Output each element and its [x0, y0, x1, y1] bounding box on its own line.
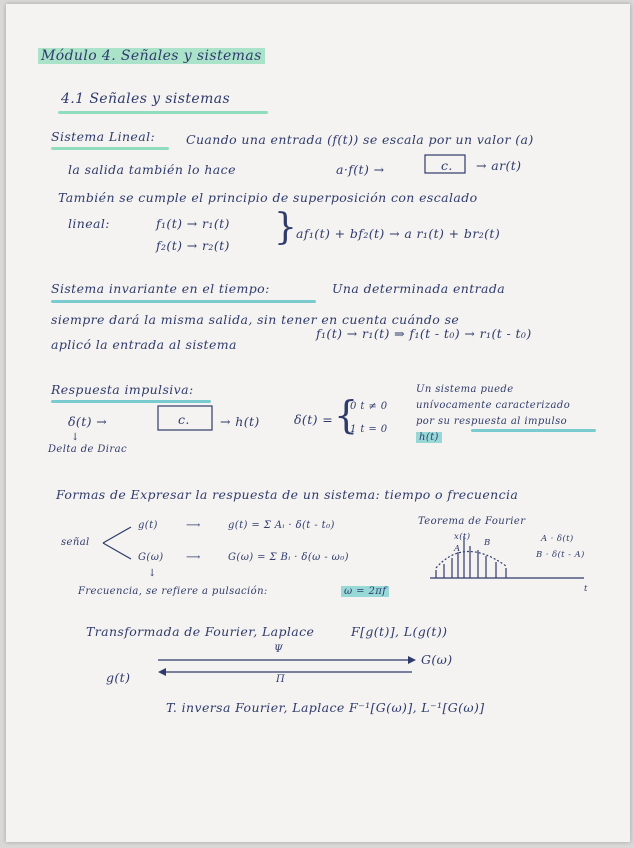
fourier-plot-y: x(t)	[454, 532, 471, 542]
formas-label: Formas de Expresar la respuesta de un sistema: tiempo o frecuencia	[56, 487, 519, 502]
impulsiva-note-2: unívocamente caracterizado	[416, 400, 571, 411]
formas-signal: señal	[61, 537, 90, 548]
invariante-line3: aplicó la entrada al sistema	[51, 337, 237, 352]
fourier-theorem: Teorema de Fourier	[418, 516, 526, 527]
formas-branch-arrows	[101, 519, 141, 569]
fourier-plot-a: A	[454, 544, 461, 554]
impulsiva-note-highlight	[471, 429, 596, 432]
fourier-thm-b: B · δ(t - A)	[536, 550, 585, 560]
section-heading: 4.1 Señales y sistemas	[61, 91, 231, 107]
impulsiva-note-4: h(t)	[416, 432, 442, 443]
delta-case-1: 0 t ≠ 0	[350, 401, 388, 412]
impulsiva-underline	[51, 400, 211, 403]
lineal-line1: Cuando una entrada (f(t)) se escala por un valor (a)	[186, 132, 534, 147]
lineal-line2b: a·f(t) →	[336, 162, 385, 177]
formas-omega: ω = 2πf	[341, 586, 389, 597]
impulsiva-note-1: Un sistema puede	[416, 384, 514, 395]
transform-bottom-mark: Π	[276, 674, 286, 685]
page-title: Módulo 4. Señales y sistemas	[38, 48, 265, 64]
lineal-box-label: c.	[441, 158, 453, 173]
invariante-label: Sistema invariante en el tiempo:	[51, 281, 270, 296]
invariante-line1: Una determinada entrada	[332, 281, 506, 296]
transform-arrows	[156, 652, 416, 682]
transform-inverse: T. inversa Fourier, Laplace F⁻¹[G(ω)], L⁻¹[G(ω)]	[166, 700, 485, 715]
transform-ops: F[g(t)], L(g(t))	[351, 624, 448, 639]
impulsiva-input: δ(t) →	[68, 414, 108, 429]
formas-freq-arrow: ⟶	[186, 552, 201, 563]
lineal-line3: También se cumple el principio de superposición con escalado	[58, 190, 478, 205]
invariante-eq: f₁(t) → r₁(t) ⇒ f₁(t - t₀) → r₁(t - t₀)	[316, 326, 532, 341]
fourier-plot-b: B	[484, 538, 491, 548]
delta-brace: {	[334, 393, 359, 437]
lineal-eq1: f₁(t) → r₁(t)	[156, 216, 230, 231]
transform-right: G(ω)	[421, 652, 453, 667]
notebook-page	[6, 4, 630, 842]
invariante-line2: siempre dará la misma salida, sin tener en cuenta cuándo se	[51, 312, 460, 327]
formas-time-name: g(t)	[138, 520, 158, 531]
delta-name: Delta de Dirac	[48, 444, 127, 455]
impulsiva-label: Respuesta impulsiva:	[51, 382, 194, 397]
down-arrow-icon-2: ↓	[148, 568, 157, 579]
impulsiva-note-3: por su respuesta al impulso	[416, 416, 568, 427]
page-edge	[6, 4, 7, 842]
formas-time-arrow: ⟶	[186, 520, 201, 531]
fourier-thm-a: A · δ(t)	[541, 534, 574, 544]
lineal-brace: }	[274, 207, 297, 248]
down-arrow-icon: ↓	[71, 432, 80, 443]
formas-freq-name: G(ω)	[138, 552, 164, 563]
transform-left: g(t)	[106, 670, 131, 685]
delta-definition: δ(t) =	[294, 412, 334, 427]
formas-time-eq: g(t) = Σ Aᵢ · δ(t - t₀)	[228, 520, 335, 531]
invariante-underline	[51, 300, 316, 303]
impulsiva-box-label: c.	[178, 412, 190, 427]
delta-case-2: 1 t = 0	[350, 424, 388, 435]
lineal-eq2: f₂(t) → r₂(t)	[156, 238, 230, 253]
transform-label: Transformada de Fourier, Laplace	[86, 624, 315, 639]
fourier-plot-t: t	[584, 584, 588, 594]
lineal-line2c: → ar(t)	[476, 158, 522, 173]
formas-freq-note: Frecuencia, se refiere a pulsación:	[78, 586, 268, 597]
impulsiva-output: → h(t)	[220, 414, 260, 429]
lineal-eq3: af₁(t) + bf₂(t) → a r₁(t) + br₂(t)	[296, 226, 501, 241]
lineal-line2a: la salida también lo hace	[68, 162, 236, 177]
section-underline	[58, 111, 268, 114]
lineal-label: Sistema Lineal:	[51, 129, 156, 144]
formas-freq-eq: G(ω) = Σ Bᵢ · δ(ω - ω₀)	[228, 552, 349, 563]
lineal-line4-label: lineal:	[68, 216, 110, 231]
transform-top-mark: Ψ	[274, 644, 284, 655]
lineal-underline	[51, 147, 169, 150]
